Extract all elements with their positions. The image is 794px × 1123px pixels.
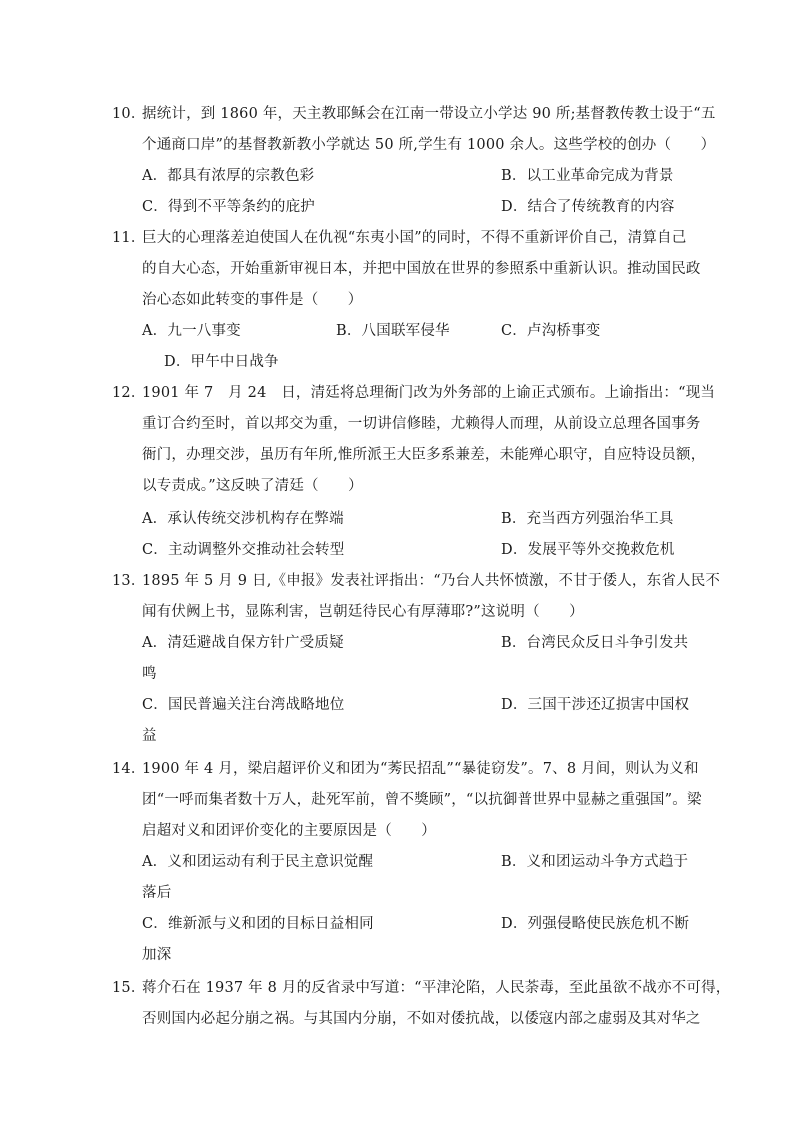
option-c: C．国民普遍关注台湾战略地位 <box>142 697 345 713</box>
option-d: D．甲午中日战争 <box>164 354 279 370</box>
question-stem-line: 否则国内必起分崩之祸。与其国内分崩，不如对倭抗战，以倭寇内部之虚弱及其对华之 <box>142 1011 701 1027</box>
question-stem-line: 以专责成。”这反映了清廷（ ） <box>142 478 363 494</box>
option-c: C．得到不平等条约的庇护 <box>142 199 315 215</box>
question-stem-line: 巨大的心理落差迫使国人在仇视“东夷小国”的同时，不得不重新评价自己，清算自己 <box>142 230 687 246</box>
option-b: B．充当西方列强治华工具 <box>501 511 674 527</box>
question-stem-line: 闻有伏阙上书，显陈利害，岂朝廷待民心有厚薄耶?”这说明（ ） <box>142 604 584 620</box>
question-stem-line: 治心态如此转变的事件是（ ） <box>142 292 363 308</box>
option-b-continued: 鸣 <box>142 666 157 682</box>
option-d-continued: 加深 <box>142 947 172 963</box>
question-number: 12． <box>112 385 146 401</box>
option-b: B．台湾民众反日斗争引发共 <box>501 635 689 651</box>
question-stem-line: 1895 年 5 月 9 日,《申报》发表社评指出：“乃台人共怀愤激，不甘于倭人，东省人民不 <box>142 573 721 589</box>
question-number: 13． <box>112 573 146 589</box>
question-stem-line: 蒋介石在 1937 年 8 月的反省录中写道：“平津沦陷，人民荼毒，至此虽欲不战亦不可得， <box>142 980 731 996</box>
option-d-continued: 益 <box>142 728 157 744</box>
option-c: C．卢沟桥事变 <box>501 323 601 339</box>
option-d: D．列强侵略使民族危机不断 <box>501 916 690 932</box>
option-a: A．义和团运动有利于民主意识觉醒 <box>142 854 374 870</box>
question-stem-line: 衙门，办理交涉，虽历有年所,惟所派王大臣多系兼差，未能殚心职守，自应特设员额， <box>142 447 706 463</box>
question-stem-line: 团“一呼而集者数十万人，赴死军前，曾不獎顾”，“以抗御普世界中显赫之重强国”。梁 <box>142 792 702 808</box>
question-stem-line: 据统计，到 1860 年，天主教耶稣会在江南一带设立小学达 90 所;基督教传教士设于“五 <box>142 106 716 122</box>
question-stem-line: 个通商口岸”的基督教新教小学就达 50 所,学生有 1000 余人。这些学校的创办（ ） <box>142 137 716 153</box>
option-b: B．义和团运动斗争方式趋于 <box>501 854 689 870</box>
option-d: D．发展平等外交挽救危机 <box>501 542 675 558</box>
option-b: B．以工业革命完成为背景 <box>501 168 674 184</box>
question-number: 11． <box>112 230 146 246</box>
question-number: 10． <box>112 106 146 122</box>
option-c: C．主动调整外交推动社会转型 <box>142 542 345 558</box>
option-a: A．清廷避战自保方针广受质疑 <box>142 635 344 651</box>
option-a: A．承认传统交涉机构存在弊端 <box>142 511 344 527</box>
option-d: D．结合了传统教育的内容 <box>501 199 675 215</box>
option-a: A．九一八事变 <box>142 323 241 339</box>
question-stem-line: 的自大心态，开始重新审视日本，并把中国放在世界的参照系中重新认识。推动国民政 <box>142 261 701 277</box>
question-number: 14． <box>112 761 146 777</box>
option-d: D．三国干涉还辽损害中国权 <box>501 697 690 713</box>
option-c: C．维新派与义和团的目标日益相同 <box>142 916 374 932</box>
question-number: 15． <box>112 980 146 996</box>
question-stem-line: 重订合约至时，首以邦交为重，一切讲信修睦，尤赖得人而理，从前设立总理各国事务 <box>142 416 701 432</box>
question-stem-line: 1900 年 4 月，梁启超评价义和团为“莠民招乱”“暴徒窃发”。7、8 月间，则认为义和 <box>142 761 699 777</box>
question-stem-line: 启超对义和团评价变化的主要原因是（ ） <box>142 823 436 839</box>
option-b-continued: 落后 <box>142 885 172 901</box>
option-a: A．都具有浓厚的宗教色彩 <box>142 168 315 184</box>
option-b: B．八国联军侵华 <box>336 323 450 339</box>
question-stem-line: 1901 年 7 月 24 日，清廷将总理衙门改为外务部的上谕正式颁布。上谕指出：“现当 <box>142 385 716 401</box>
